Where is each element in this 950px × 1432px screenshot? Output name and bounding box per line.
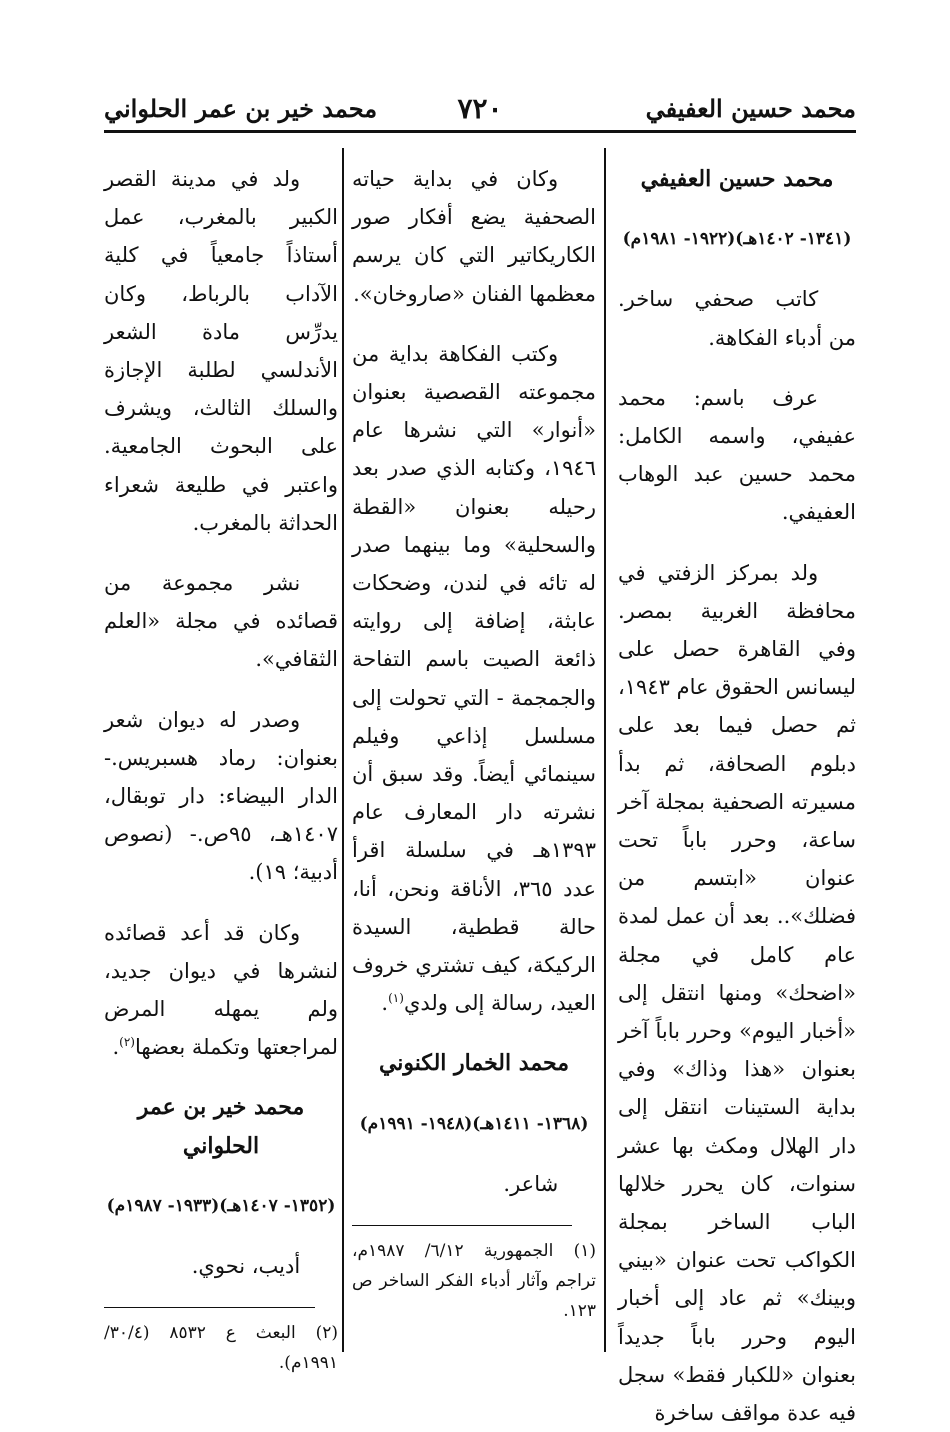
paragraph: كاتب صحفي ساخر. من أدباء الفكاهة. [618,287,856,350]
paragraph [104,914,338,1067]
footnote-rule [104,1307,315,1308]
column-left [104,160,338,1374]
paragraph-text: وكتب الفكاهة بداية من مجموعته القصصية بعنوان «أنوار» التي نشرها عام ١٩٤٦، وكتابه الذي صدر بعد رحيله بعنوان «القطة والسحلية» وما بينهما صدر له تائه في لندن، وضحكات عابثة، إضافة إلى روايته ذائعة الصيت باسم التفاحة والجمجمة - التي تحولت إلى مسلسل إذاعي وفيلم سينمائي أيضاً. وقد سبق أن نشرته دار المعارف عام ١٣٩٣هـ في سلسلة اقرأ عدد ٣٦٥، الأناقة ونحن، أنا، حالة قططية، السيدة الركيكة، كيف تشتري خروف العيد، رسالة إلى ولدي [352,341,596,1016]
column-divider [342,148,344,1352]
entry-dates: (١٣٦٨- ١٤١١هـ)(١٩٤٨- ١٩٩١م) [359,1113,589,1134]
running-header [104,88,856,128]
entry-name: محمد خير بن عمر الحلواني [137,1094,305,1159]
column-right [618,160,856,1426]
header-rule [104,130,856,133]
paragraph: أديب، نحوي. [191,1254,301,1279]
column-middle [352,160,596,1352]
page-number: ٧٢٠ [457,91,503,125]
paragraph-end: . [112,1035,120,1060]
paragraph: ولد في مدينة القصر الكبير بالمغرب، عمل أستاذاً جامعياً في كلية الآداب بالرباط، وكان يدرِّس مادة الشعر الأندلسي لطلبة الإجازة والسلك الثالث، ويشرف على البحوث الجامعية. واعتبر في طليعة شعراء الحداثة بالمغرب. [104,167,338,535]
entry-name: محمد حسين العفيفي [640,166,834,192]
paragraph: نشر مجموعة من قصائده في مجلة «العلم الثقافي». [104,571,338,672]
footnote-marker: (١) [388,991,404,1006]
footnote-marker: (٢) [119,1035,135,1050]
footnote: (١) الجمهورية ٦/١٢/ ١٩٨٧م، تراجم وآثار أدباء الفكر الساخر ص ١٢٣. [352,1241,596,1322]
entry-dates: (١٣٤١- ١٤٠٢هـ)(١٩٢٢- ١٩٨١م) [622,229,852,250]
paragraph: شاعر. [503,1171,559,1196]
paragraph: عرف باسم: محمد عفيفي، واسمه الكامل: محمد حسين عبد الوهاب العفيفي. [618,385,856,525]
entry-name: محمد الخمار الكنوني [378,1050,570,1077]
footnote-rule [352,1225,572,1226]
paragraph: ولد بمركز الزفتي في محافظة الغربية بمصر. وفي القاهرة حصل على ليسانس الحقوق عام ١٩٤٣، ثم حصل فيما بعد على دبلوم الصحافة، ثم بدأ مسيرته الصحفية بمجلة آخر ساعة، وحرر باباً تحت عنوان «ابتسم من فضلك».. بعد أن عمل لمدة عام كامل في مجلة «اضحك» ومنها انتقل إلى «أخبار اليوم» وحرر باباً آخر بعنوان «هذا وذاك» وفي بداية الستينات انتقل إلى دار الهلال ومكث بها عشر سنوات، كان يحرر خلالها الباب الساخر بمجلة الكواكب تحت عنوان «بيني وبينك» ثم عاد إلى أخبار اليوم وحرر باباً جديداً بعنوان «للكبار فقط» سجل فيه عدة مواقف ساخرة [618,560,856,1426]
footnote: (٢) البعث ع ٨٥٣٢ (٣٠/٤/ ١٩٩١م). [104,1323,338,1374]
paragraph-end: . [381,991,389,1016]
paragraph: وصدر له ديوان شعر بعنوان: رماد هسبريس.- الدار البيضاء: دار توبقال، ١٤٠٧هـ، ٩٥ص.- (نصوص أدبية؛ ١٩). [104,707,338,885]
column-divider [604,148,606,1352]
header-right-title: محمد حسين العفيفي [645,93,856,123]
entry-dates: (١٣٥٢- ١٤٠٧هـ)(١٩٣٣- ١٩٨٧م) [106,1195,336,1216]
header-left-title: محمد خير بن عمر الحلواني [104,93,378,123]
paragraph [352,335,596,1023]
paragraph: وكان في بداية حياته الصحفية يضع أفكار صور الكاريكاتير التي كان يرسم معظمها الفنان «صاروخان». [352,167,596,306]
paragraph-text: وكان قد أعد قصائده لنشرها في ديوان جديد، ولم يمهله المرض لمراجعتها وتكملة بعضها [104,920,338,1060]
